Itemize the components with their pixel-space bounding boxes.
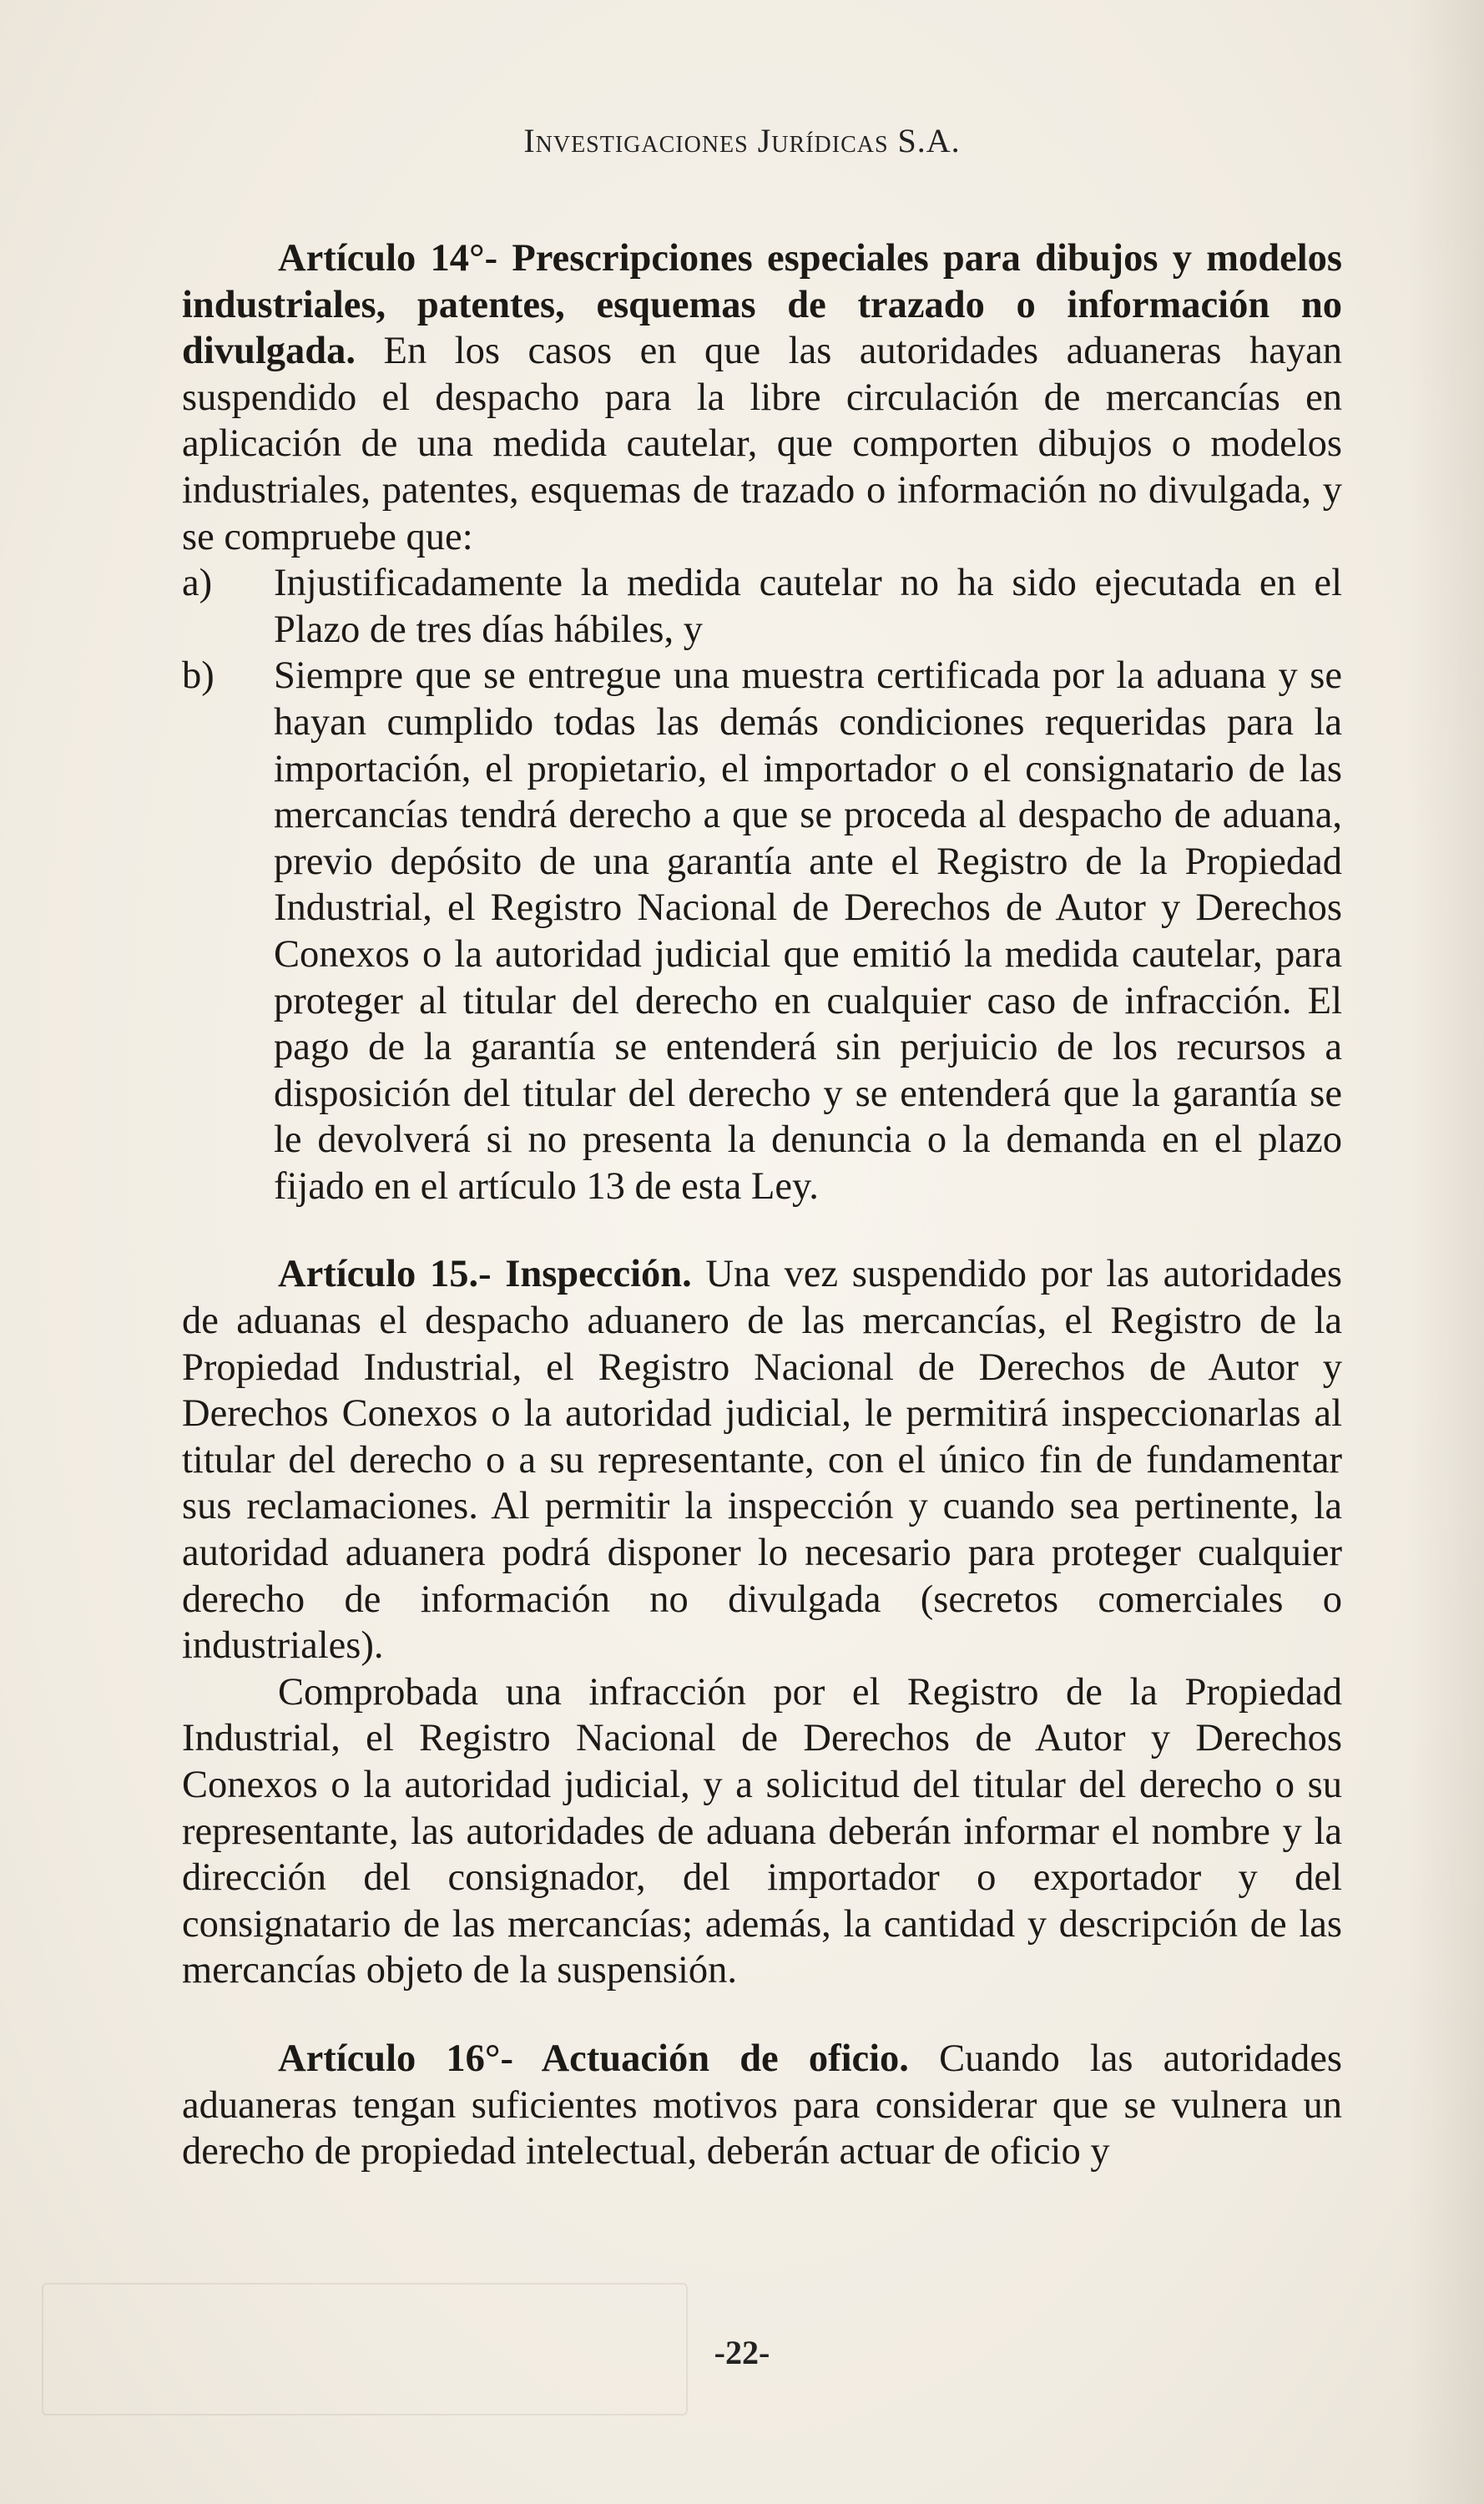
article-16-heading: Artículo 16°- Actuación de oficio.: [278, 2037, 909, 2080]
article-16-paragraph: [182, 2036, 1342, 2175]
item-text-b: Siempre que se entregue una muestra certificada por la aduana y se hayan cumplido todas las demás condiciones requeridas para la importación, el propietario, el importador o el consignatario de las mercancías tendrá derecho a que se proceda al despacho de aduana, previo depósito de una garantía ante el Registro de la Propiedad Industrial, el Registro Nacional de Derechos de Autor y Derechos Conexos o la autoridad judicial que emitió la medida cautelar, para proteger al titular del derecho en cualquier caso de infracción. El pago de la garantía se entenderá sin perjuicio de los recursos a disposición del titular del derecho y se entenderá que la garantía se le devolverá si no presenta la denuncia o la demanda en el plazo fijado en el artículo 13 de esta Ley.: [274, 654, 1342, 1208]
page-edge-shadow: [1409, 0, 1484, 2504]
item-marker-b: b): [182, 654, 215, 698]
article-15-heading: Artículo 15.- Inspección.: [278, 1253, 692, 1296]
article-15-body: Una vez suspendido por las autoridades de aduanas el despacho aduanero de las mercancías, el Registro de la Propiedad Industrial, el Registro Nacional de Derechos de Autor y Derechos Conexos o la autoridad judicial, le permitirá inspeccionarlas al titular del derecho o a su representante, con el único fin de fundamentar sus reclamaciones. Al permitir la inspección y cuando sea pertinente, la autoridad aduanera podrá disponer lo necesario para proteger cualquier derecho de información no divulgada (secretos comerciales o industriales).: [182, 1253, 1342, 1668]
article-14-item-a: [182, 560, 1342, 653]
article-14-item-b: [182, 653, 1342, 1209]
page-number: -22-: [714, 2334, 770, 2371]
item-text-a: Injustificadamente la medida cautelar no ha sido ejecutada en el Plazo de tres días hábiles, y: [274, 562, 1342, 651]
article-14-paragraph: [182, 235, 1342, 560]
running-header: Investigaciones Jurídicas S.A.: [523, 122, 961, 159]
article-16-body: Cuando las autoridades aduaneras tengan suficientes motivos para considerar que se vulnera un derecho de propiedad intelectual, deberán actuar de oficio y: [182, 2037, 1342, 2173]
article-15-paragraph: [182, 1251, 1342, 1668]
article-15-paragraph-2: Comprobada una infracción por el Registro de la Propiedad Industrial, el Registro Nacional de Derechos de Autor y Derechos Conexos o la autoridad judicial, y a solicitud del titular del derecho o su representante, las autoridades de aduana deberán informar el nombre y la dirección del consignador, del importador o exportador y del consignatario de las mercancías; además, la cantidad y descripción de las mercancías objeto de la suspensión.: [182, 1670, 1342, 1992]
item-marker-a: a): [182, 562, 213, 605]
article-14-heading: Artículo 14°- Prescripciones especiales para dibujos y modelos industriales, patentes, esquemas de trazado o información no divulgada.: [182, 237, 1342, 373]
article-14-intro: En los casos en que las autoridades aduaneras hayan suspendido el despacho para la libre circulación de mercancías en aplicación de una medida cautelar, que comporten dibujos o modelos industriales, patentes, esquemas de trazado o información no divulgada, y se compruebe que:: [182, 330, 1343, 558]
body-text: [182, 235, 1342, 2175]
